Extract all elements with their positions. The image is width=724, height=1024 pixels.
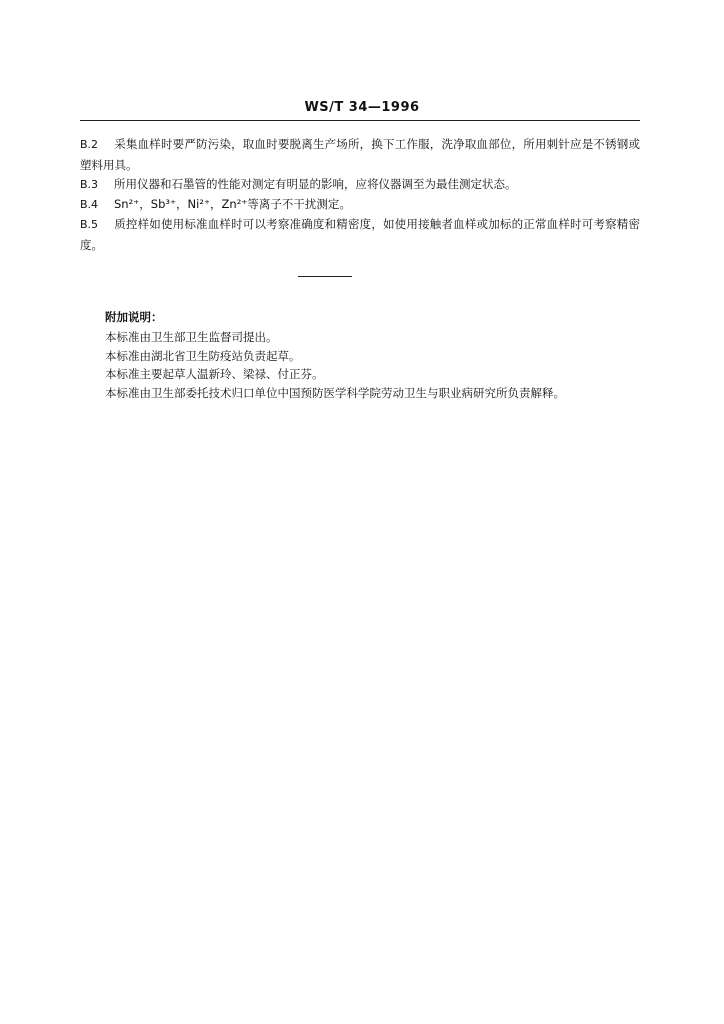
appendix-notes <box>105 308 665 402</box>
appendix-title: 附加说明： <box>105 310 163 324</box>
section-divider <box>298 276 352 277</box>
standard-code: WS/T 34—1996 <box>304 100 420 115</box>
clause-b4 <box>80 194 640 215</box>
appendix-line: 本标准由卫生部卫生监督司提出。 <box>105 330 278 344</box>
clause-b5 <box>80 214 640 255</box>
clause-text: 采集血样时要严防污染，取血时要脱离生产场所，换下工作服，洗净取血部位，所用刺针应是不锈钢或塑料用具。 <box>80 137 640 172</box>
clause-text: Sn²⁺，Sb³⁺，Ni²⁺，Zn²⁺等离子不干扰测定。 <box>114 197 351 211</box>
clause-text: 质控样如使用标准血样时可以考察准确度和精密度，如使用接触者血样或加标的正常血样时可考察精密度。 <box>80 217 640 252</box>
header-rule <box>80 120 640 121</box>
clause-number: B.4 <box>80 198 99 211</box>
clause-number: B.2 <box>80 138 99 151</box>
appendix-line: 本标准主要起草人温新玲、梁禄、付正芬。 <box>105 367 324 381</box>
clause-text: 所用仪器和石墨管的性能对测定有明显的影响，应将仪器调至为最佳测定状态。 <box>114 177 517 191</box>
clause-b3 <box>80 174 640 195</box>
clause-b2 <box>80 134 640 175</box>
clause-number: B.3 <box>80 178 99 191</box>
appendix-line: 本标准由卫生部委托技术归口单位中国预防医学科学院劳动卫生与职业病研究所负责解释。 <box>105 385 565 400</box>
clause-number: B.5 <box>80 218 99 231</box>
appendix-line: 本标准由湖北省卫生防疫站负责起草。 <box>105 348 301 363</box>
